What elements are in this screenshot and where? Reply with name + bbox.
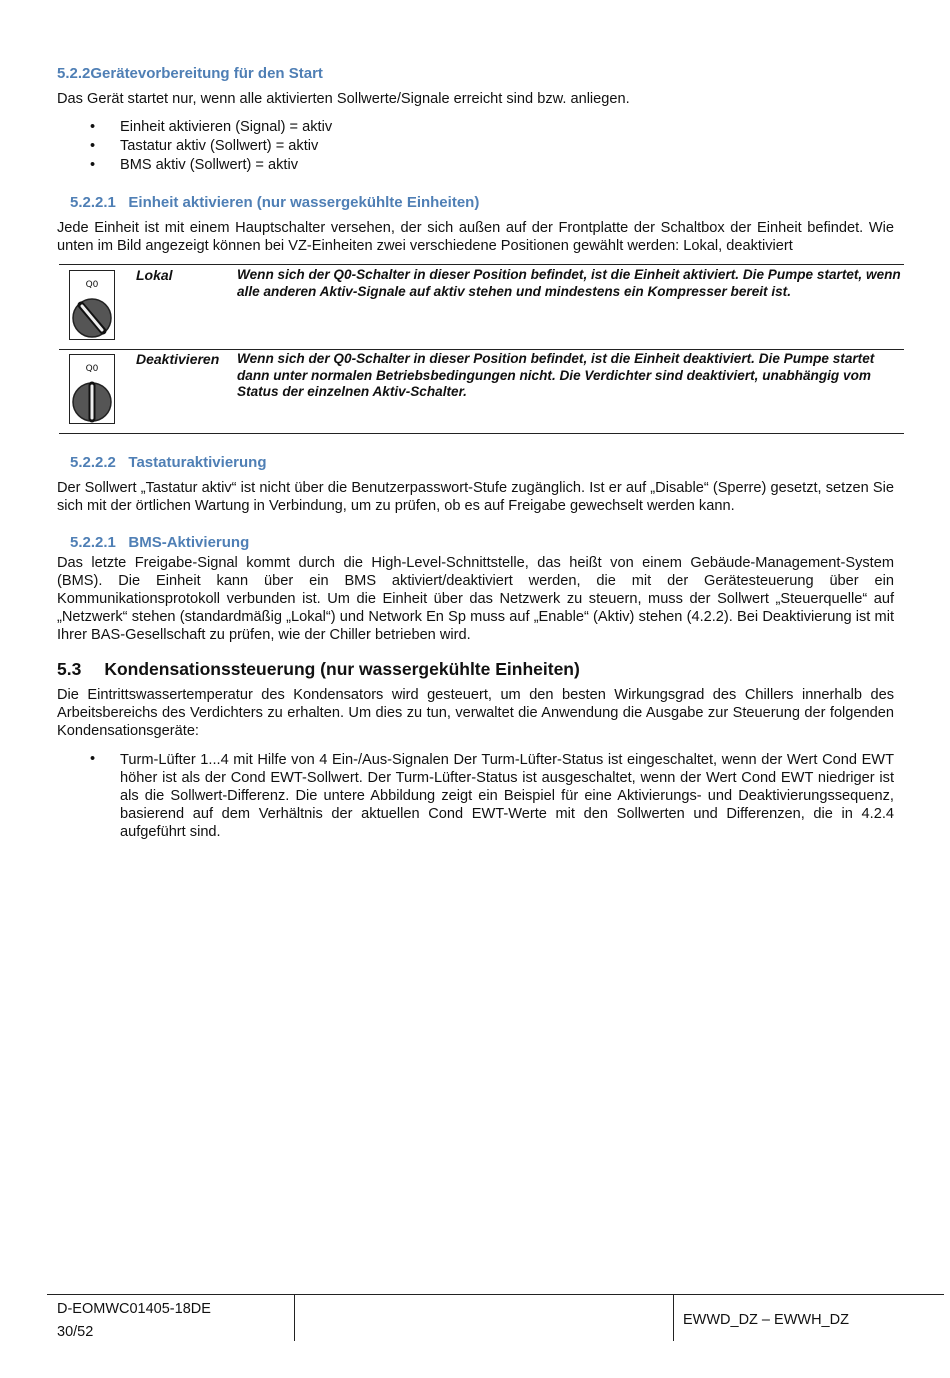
heading-bms: 5.2.2.1 BMS-Aktivierung xyxy=(70,534,250,551)
footer-divider xyxy=(673,1295,674,1341)
bullet-dot: • xyxy=(90,751,96,767)
heading-title: Gerätevorbereitung für den Start xyxy=(90,65,323,82)
heading-5-3: 5.3 Kondensationssteuerung (nur wassergekühlte Einheiten) xyxy=(57,659,580,679)
list-item-tower-fan: Turm-Lüfter 1...4 mit Hilfe von 4 Ein-/Aus-Signalen Der Turm-Lüfter-Status ist eingeschaltet, wenn der Wert Cond EWT höher ist als der Cond EWT-Sollwert. Der Turm-Lüfter-Status ist ausgeschaltet, wenn der Wert Cond EWT niedriger ist als die Sollwert-Differenz. Die untere Abbildung zeigt ein Beispiel für eine Aktivierungs- und Deaktivierungssequenz, basierend auf dem Verhältnis der aktuellen Cond EWT-Werte mit den Sollwerten und Differenzen, die in 4.2.4 aufgeführt sind. xyxy=(120,752,894,840)
table-bottom-rule xyxy=(59,433,904,434)
row-description-deaktivieren: Wenn sich der Q0-Schalter in dieser Position befindet, ist die Einheit deaktiviert. Die Pumpe startet dann unter normalen Betriebsbedingungen nicht. Die Verdichter sind deaktiviert, unabhängig vom Status der einzelnen Aktiv-Schalter. xyxy=(237,351,875,399)
footer-page-number: 30/52 xyxy=(57,1324,94,1340)
rotary-switch-icon xyxy=(70,373,114,423)
switch-disabled-image: Q0 xyxy=(69,354,115,424)
footer-divider xyxy=(294,1295,295,1341)
row-label-deaktivieren: Deaktivieren xyxy=(136,351,220,367)
switch-local-image: Q0 xyxy=(69,270,115,340)
footer-rule xyxy=(47,1294,944,1295)
paragraph-bms: Das letzte Freigabe-Signal kommt durch die High-Level-Schnittstelle, das heißt von einem Gebäude-Management-System (BMS). Die Einheit kann über ein BMS aktiviert/deaktiviert werden, die mit der Gerätesteuerung über ein Kommunikationsprotokoll verbunden ist. Um die Einheit über das Netzwerk zu steuern, muss der Sollwert „Steuerquelle“ auf „Netzwerk“ stehen (standardmäßig „Lokal“) und Network En Sp muss auf „Enable“ (Aktiv) stehen (4.2.2). Bei Deaktivierung ist mit Ihrer BAS-Gesellschaft zu prüfen, wie der Chiller betrieben wird. xyxy=(57,555,894,643)
heading-5-2-2-1: 5.2.2.1 Einheit aktivieren (nur wassergekühlte Einheiten) xyxy=(70,194,480,211)
table-top-rule xyxy=(59,264,904,265)
footer-doc-id: D-EOMWC01405-18DE xyxy=(57,1301,211,1317)
rotary-switch-icon xyxy=(70,289,114,339)
paragraph-intro: Das Gerät startet nur, wenn alle aktivierten Sollwerte/Signale erreicht sind bzw. anliegen. xyxy=(57,91,630,107)
heading-number: 5.2.2 xyxy=(57,65,91,82)
paragraph-keypad: Der Sollwert „Tastatur aktiv“ ist nicht über die Benutzerpasswort-Stufe zugänglich. Ist er auf „Disable“ (Sperre) gesetzt, setzen Sie sich mit der örtlichen Wartung in Verbindung, um zu prüfen, ob es auf Freigabe gewechselt werden kann. xyxy=(57,480,894,514)
paragraph-condensation: Die Eintrittswassertemperatur des Kondensators wird gesteuert, um den besten Wirkungsgrad des Chillers innerhalb des Arbeitsbereichs des Verdichters zu erhalten. Um dies zu tun, verwaltet die Anwendung die Ausgabe zur Steuerung der folgenden Kondensationsgeräte: xyxy=(57,687,894,739)
heading-5-2-2 xyxy=(57,65,323,82)
table-row-rule xyxy=(59,349,904,350)
row-label-lokal: Lokal xyxy=(136,267,173,283)
heading-5-2-2-2: 5.2.2.2 Tastaturaktivierung xyxy=(70,454,267,471)
paragraph-main-switch: Jede Einheit ist mit einem Hauptschalter versehen, der sich außen auf der Frontplatte der Schaltbox der Einheit befindet. Wie unten im Bild angezeigt können bei VZ-Einheiten zwei verschiedene Positionen gewählt werden: Lokal, deaktiviert xyxy=(57,220,894,254)
row-description-lokal: Wenn sich der Q0-Schalter in dieser Position befindet, ist die Einheit aktiviert. Die Pumpe startet, wenn alle anderen Aktiv-Signale auf aktiv stehen und mindestens ein Kompresser bereit ist. xyxy=(237,267,901,299)
footer-models: EWWD_DZ – EWWH_DZ xyxy=(683,1312,849,1328)
